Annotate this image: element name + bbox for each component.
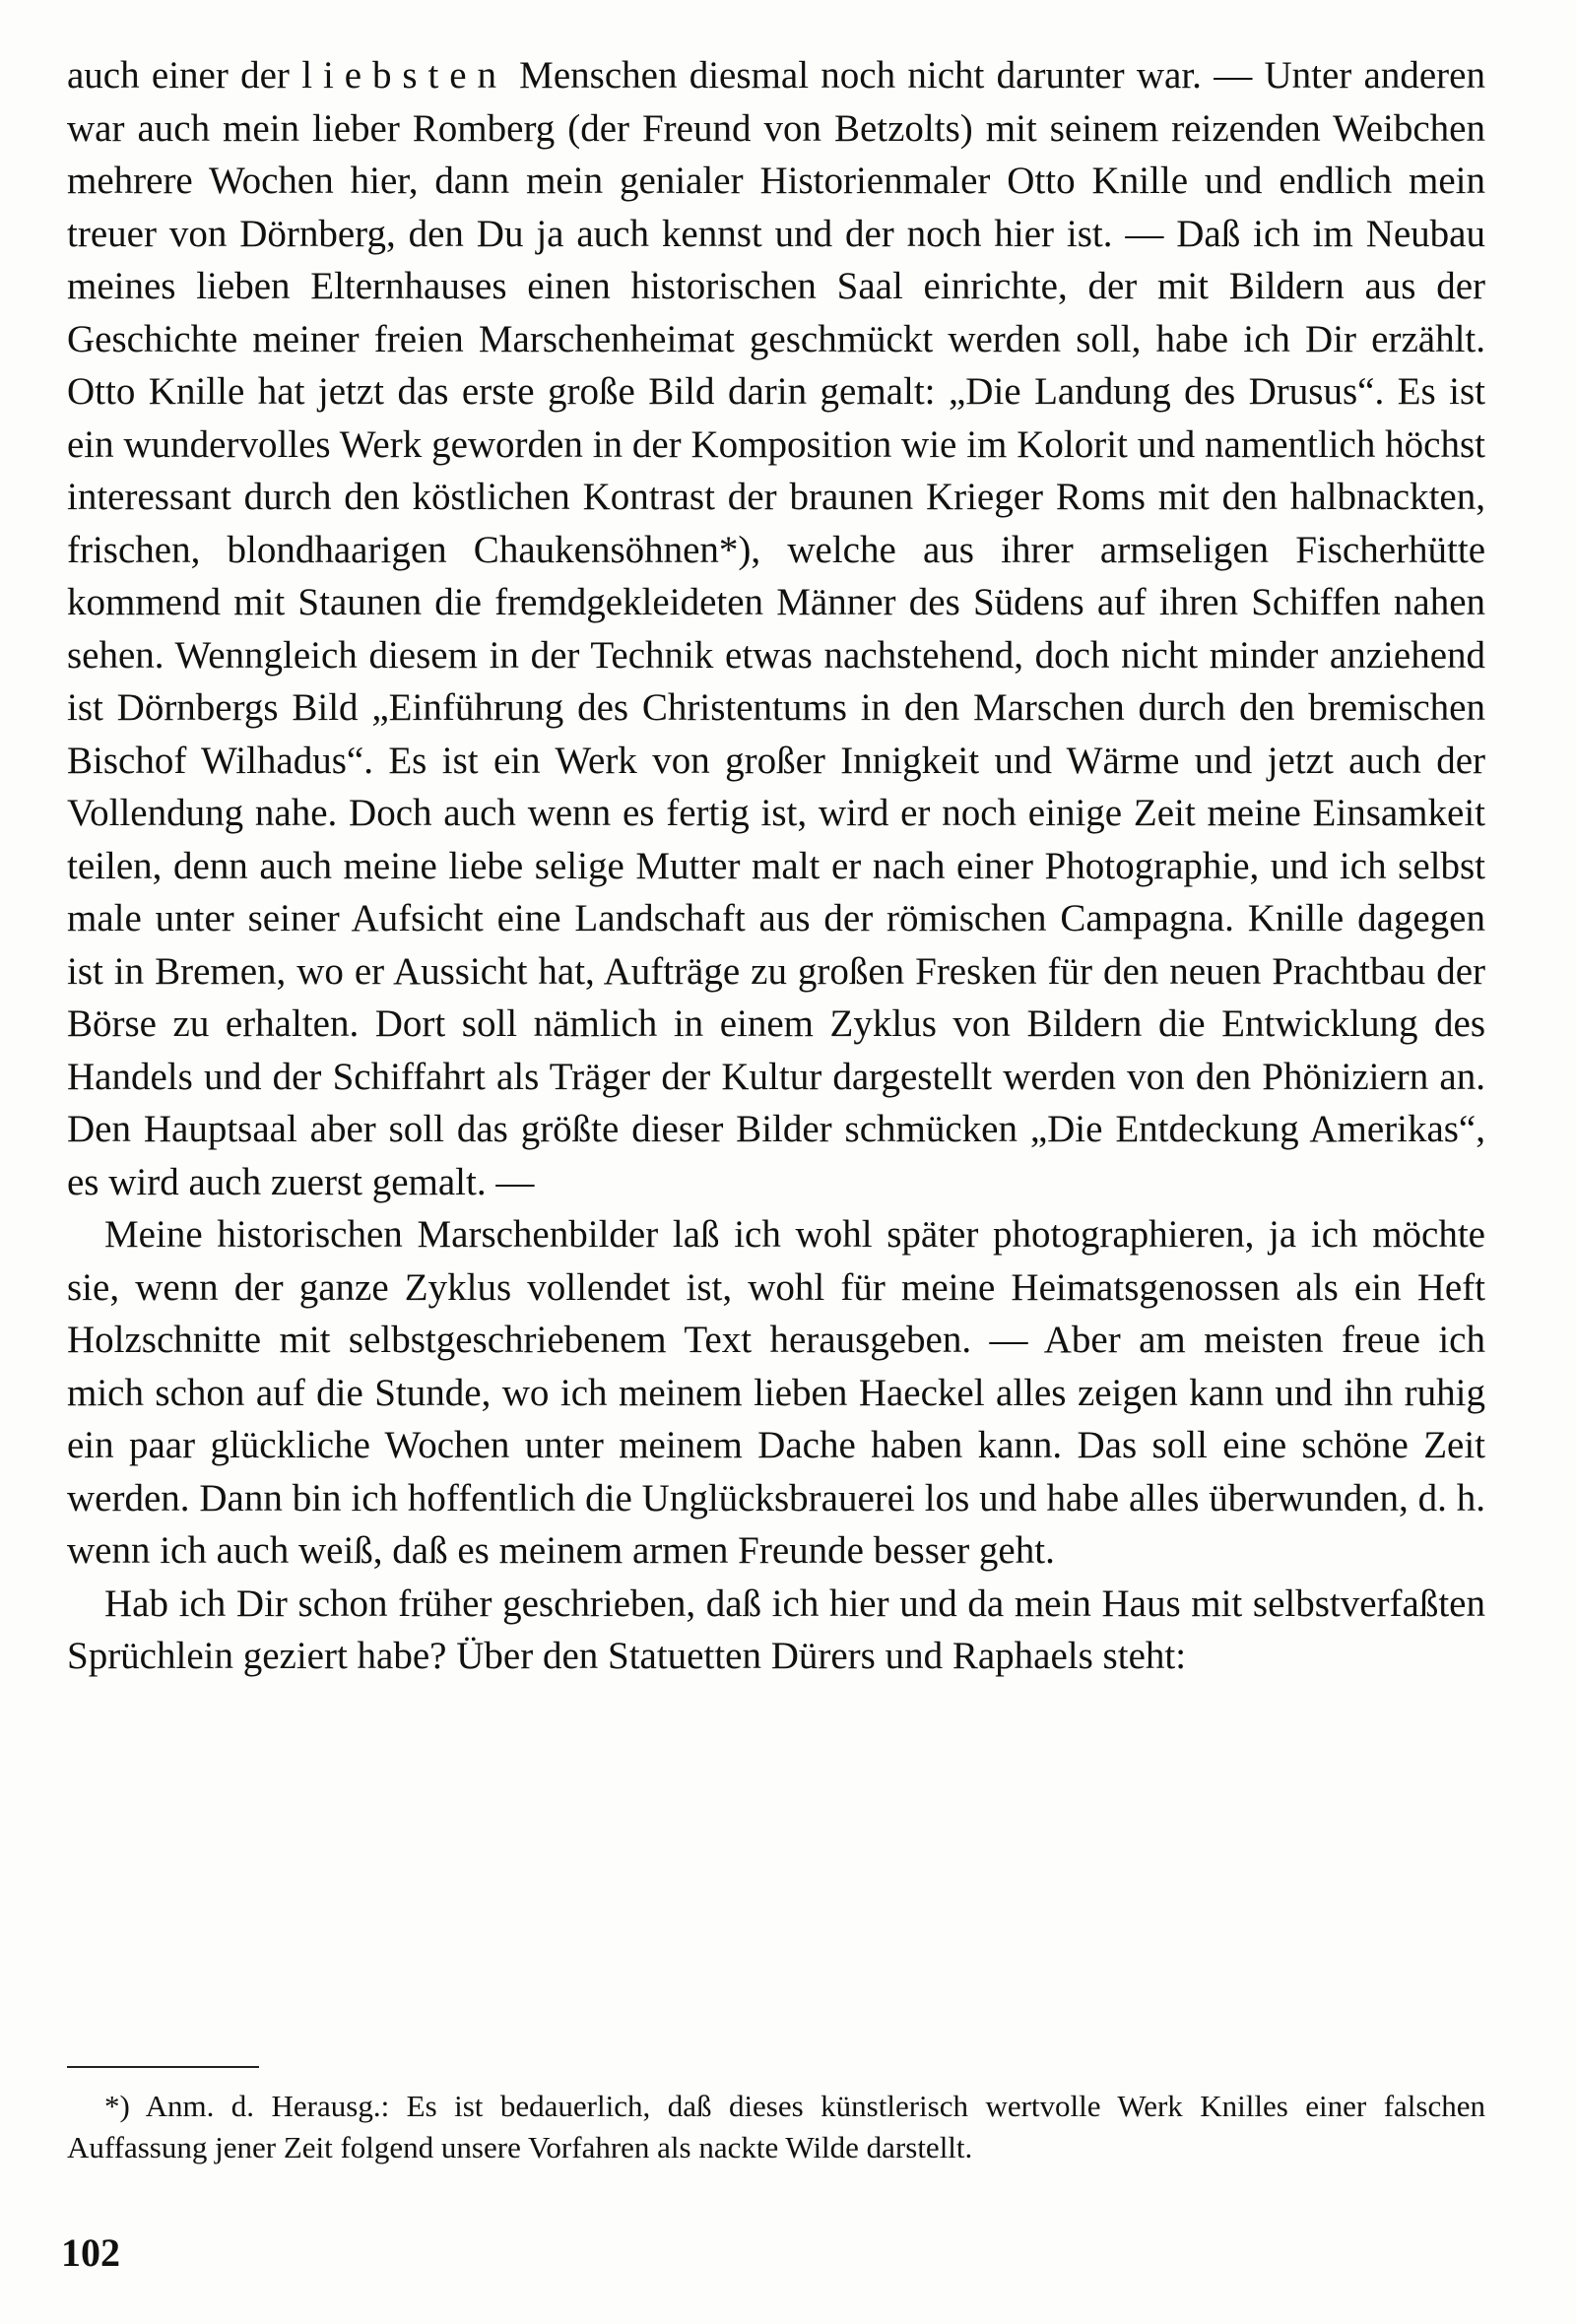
paragraph-2: Meine historischen Marschenbilder laß ich wohl später photographieren, ja ich möchte sie, wenn der ganze Zyklus vollendet ist, wohl für meine Heimatsgenossen als ein Heft Holzschnitte mit selbstgeschriebenem Text herausgeben. — Aber am meisten freue ich mich schon auf die Stunde, wo ich meinem lieben Haeckel alles zeigen kann und ihn ruhig ein paar glückliche Wochen unter meinem Dache haben kann. Das soll eine schöne Zeit werden. Dann bin ich hoffentlich die Unglücksbrauerei los und habe alles überwunden, d. h. wenn ich auch weiß, daß es meinem armen Freunde besser geht.	[67, 1213, 1485, 1572]
footnote-divider	[67, 2066, 259, 2068]
paragraph-3: Hab ich Dir schon früher geschrieben, daß ich hier und da mein Haus mit selbstverfaßten Sprüchlein geziert habe? Über den Statuetten Dürers und Raphaels steht:	[67, 1582, 1485, 1677]
body-text	[67, 49, 1485, 1683]
footnote: *) Anm. d. Herausg.: Es ist bedauerlich, daß dieses künstlerisch wertvolle Werk Knilles einer falschen Auffassung jener Zeit folgend unsere Vorfahren als nackte Wilde darstellt.	[67, 2089, 1485, 2164]
paragraph-1-start: auch einer der	[67, 54, 302, 97]
paragraph-1	[67, 49, 1485, 1208]
spaced-emphasis: liebsten	[301, 54, 507, 97]
paragraph-1-rest: Menschen diesmal noch nicht darunter war. — Unter anderen war auch mein lieber Romberg (der Freund von Betzolts) mit seinem reizenden Weibchen mehrere Wochen hier, dann mein genialer Historienmaler Otto Knille und endlich mein treuer von Dörnberg, den Du ja auch kennst und der noch hier ist. — Daß ich im Neubau meines lieben Elternhauses einen historischen Saal einrichte, der mit Bildern aus der Geschichte meiner freien Marschenheimat geschmückt werden soll, habe ich Dir erzählt. Otto Knille hat jetzt das erste große Bild darin gemalt: „Die Landung des Drusus“. Es ist ein wundervolles Werk geworden in der Komposition wie im Kolorit und namentlich höchst interessant durch den köstlichen Kontrast der braunen Krieger Roms mit den halbnackten, frischen, blondhaarigen Chaukensöhnen*), welche aus ihrer armseligen Fischerhütte kommend mit Staunen die fremdgekleideten Männer des Südens auf ihren Schiffen nahen sehen. Wenngleich diesem in der Technik etwas nachstehend, doch nicht minder anziehend ist Dörnbergs Bild „Einführung des Christentums in den Marschen durch den bremischen Bischof Wilhadus“. Es ist ein Werk von großer Innigkeit und Wärme und jetzt auch der Vollendung nahe. Doch auch wenn es fertig ist, wird er noch einige Zeit meine Einsamkeit teilen, denn auch meine liebe selige Mutter malt er nach einer Photographie, und ich selbst male unter seiner Aufsicht eine Landschaft aus der römischen Campagna. Knille dagegen ist in Bremen, wo er Aussicht hat, Aufträge zu großen Fresken für den neuen Prachtbau der Börse zu erhalten. Dort soll nämlich in einem Zyklus von Bildern die Entwicklung des Handels und der Schiffahrt als Träger der Kultur dargestellt werden von den Phöniziern an. Den Hauptsaal aber soll das größte dieser Bilder schmücken „Die Entdeckung Amerikas“, es wird auch zuerst gemalt. —	[67, 54, 1485, 1203]
page-number: 102	[61, 2230, 120, 2275]
